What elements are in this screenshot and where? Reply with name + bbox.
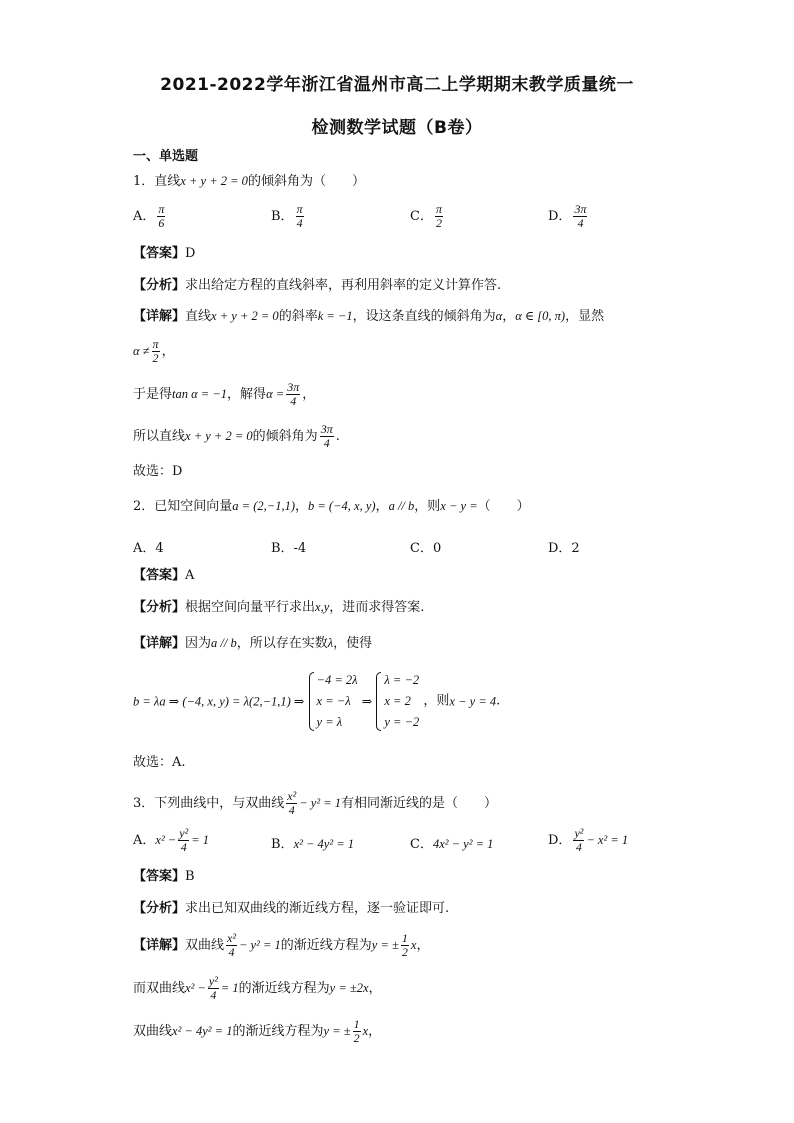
doc-title-line1: 2021-2022学年浙江省温州市高二上学期期末教学质量统一 [160, 75, 634, 95]
q2-option-c: C．0 [410, 541, 442, 556]
q3-detail-line1: 【详解】双曲线 $\frac{\text{x²}}{4}$ − y² = 1的渐近线方程为y = ± $\frac{1}{2}$ x， [133, 931, 430, 959]
q1-detail-line4: 所以直线x + y + 2 = 0的倾斜角为 $\frac{3\pi}{4}$ . [133, 422, 340, 450]
question-1: 1．直线x + y + 2 = 0的倾斜角为（ ） [133, 174, 365, 189]
q2-answer: 【答案】A [133, 568, 195, 583]
q1-detail-line3: 于是得tan α = −1，解得α = $\frac{3\pi}{4}$ ， [133, 380, 316, 408]
q2-equation: b = λa ⇒ (−4, x, y) = λ(2,−1,1) ⇒ −4 = 2λ x = −λ y = λ ⇒ λ = −2 x = 2 y = −2 ，则x − y = 4. [133, 670, 500, 740]
q1-analysis: 【分析】求出给定方程的直线斜率，再利用斜率的定义计算作答. [133, 278, 502, 293]
q1-choose: 故选：D [133, 464, 183, 479]
q2-detail-line1: 【详解】因为a // b，所以存在实数λ，使得 [133, 636, 373, 651]
q1-detail-line2: α ≠ $\frac{\pi}{2}$ ， [133, 337, 175, 365]
q3-analysis: 【分析】求出已知双曲线的渐近线方程，逐一验证即可. [133, 901, 450, 916]
q2-option-d: D．2 [548, 541, 580, 556]
q3-option-b: B．x² − 4y² = 1 [271, 837, 355, 852]
q3-option-d: D． $\frac{\text{y²}}{4}$ − x² = 1 [548, 826, 629, 854]
question-3: 3．下列曲线中，与双曲线 $\frac{\text{x²}}{4}$ − y² = 1有相同渐近线的是（ ） [133, 789, 498, 817]
q2-choose: 故选：A. [133, 755, 186, 770]
q1-option-d: D． $\frac{3\pi}{4}$ [548, 202, 587, 230]
section-heading: 一、单选题 [133, 149, 199, 164]
q3-detail-line2: 而双曲线x² − $\frac{\text{y²}}{4}$ = 1的渐近线方程为y = ±2x， [133, 974, 382, 1002]
q3-option-c: C．4x² − y² = 1 [410, 837, 494, 852]
system-1: −4 = 2λ x = −λ y = λ [309, 670, 358, 733]
q1-option-a: A． $\frac{\pi}{6}$ [133, 202, 165, 230]
q1-detail-line1: 【详解】直线x + y + 2 = 0的斜率k = −1，设这条直线的倾斜角为α，α ∈ [0, π)，显然 [133, 309, 605, 324]
q1-option-c: C． $\frac{\pi}{2}$ [410, 202, 442, 230]
q2-option-a: A．4 [133, 541, 164, 556]
q2-analysis: 【分析】根据空间向量平行求出x,y，进而求得答案. [133, 600, 425, 615]
q3-option-a: A．x² − $\frac{\text{y²}}{4}$ = 1 [133, 826, 209, 854]
q3-answer: 【答案】B [133, 869, 195, 884]
q1-option-b: B． $\frac{\pi}{4}$ [271, 202, 303, 230]
system-2: λ = −2 x = 2 y = −2 [376, 670, 419, 733]
question-2: 2．已知空间向量a = (2,−1,1)，b = (−4, x, y)，a // b，则x − y =（ ） [133, 499, 530, 514]
doc-title-line2: 检测数学试题（B卷） [311, 118, 483, 138]
q1-answer: 【答案】D [133, 246, 196, 261]
q3-detail-line3: 双曲线x² − 4y² = 1的渐近线方程为y = ± $\frac{1}{2}$ x， [133, 1017, 382, 1045]
q2-option-b: B．-4 [271, 541, 307, 556]
